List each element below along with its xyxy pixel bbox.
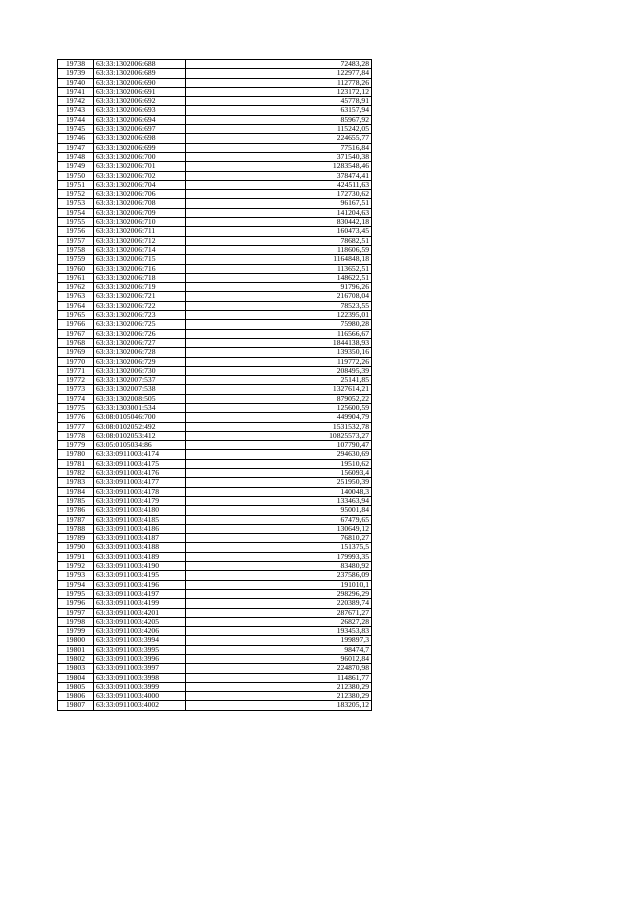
cadastral-number-cell: 63:33:0911003:4196 — [94, 580, 186, 589]
row-number-cell: 19741 — [58, 87, 94, 96]
cadastral-number-cell: 63:33:0911003:4002 — [94, 701, 186, 710]
table-row — [58, 673, 372, 682]
value-cell: 160473,45 — [186, 227, 372, 236]
table-row — [58, 292, 372, 301]
value-cell: 140048,3 — [186, 487, 372, 496]
cadastral-number-cell: 63:33:1302006:722 — [94, 301, 186, 310]
cadastral-number-cell: 63:33:0911003:3999 — [94, 682, 186, 691]
value-cell: 449904,79 — [186, 413, 372, 422]
row-number-cell: 19758 — [58, 245, 94, 254]
table-row — [58, 701, 372, 710]
value-cell: 830442,18 — [186, 218, 372, 227]
table-row — [58, 459, 372, 468]
cadastral-number-cell: 63:33:1302006:726 — [94, 329, 186, 338]
value-cell: 224655,77 — [186, 134, 372, 143]
table-row — [58, 180, 372, 189]
table-row — [58, 552, 372, 561]
row-number-cell: 19753 — [58, 199, 94, 208]
cadastral-number-cell: 63:33:0911003:4195 — [94, 571, 186, 580]
value-cell: 19510,62 — [186, 459, 372, 468]
cadastral-number-cell: 63:33:1302006:711 — [94, 227, 186, 236]
row-number-cell: 19790 — [58, 543, 94, 552]
cadastral-number-cell: 63:33:0911003:3996 — [94, 655, 186, 664]
row-number-cell: 19754 — [58, 208, 94, 217]
table-row — [58, 125, 372, 134]
cadastral-number-cell: 63:08:0102053:412 — [94, 431, 186, 440]
table-body — [58, 60, 372, 711]
cadastral-number-cell: 63:33:1302006:699 — [94, 143, 186, 152]
table-row — [58, 162, 372, 171]
cadastral-number-cell: 63:33:0911003:4177 — [94, 478, 186, 487]
row-number-cell: 19748 — [58, 152, 94, 161]
cadastral-number-cell: 63:33:1302006:729 — [94, 357, 186, 366]
cadastral-number-cell: 63:33:1302006:715 — [94, 255, 186, 264]
table-row — [58, 218, 372, 227]
row-number-cell: 19756 — [58, 227, 94, 236]
cadastral-number-cell: 63:33:0911003:3997 — [94, 664, 186, 673]
table-row — [58, 441, 372, 450]
value-cell: 119772,26 — [186, 357, 372, 366]
row-number-cell: 19792 — [58, 562, 94, 571]
row-number-cell: 19768 — [58, 338, 94, 347]
cadastral-number-cell: 63:33:1302007:537 — [94, 376, 186, 385]
cadastral-number-cell: 63:33:1302006:727 — [94, 338, 186, 347]
value-cell: 139350,16 — [186, 348, 372, 357]
value-cell: 294630,69 — [186, 450, 372, 459]
row-number-cell: 19755 — [58, 218, 94, 227]
row-number-cell: 19760 — [58, 264, 94, 273]
value-cell: 371540,38 — [186, 152, 372, 161]
cadastral-number-cell: 63:33:1302006:723 — [94, 311, 186, 320]
cadastral-number-cell: 63:33:1302006:693 — [94, 106, 186, 115]
cadastral-number-cell: 63:33:0911003:4178 — [94, 487, 186, 496]
table-row — [58, 87, 372, 96]
row-number-cell: 19767 — [58, 329, 94, 338]
cadastral-number-cell: 63:33:1302006:730 — [94, 366, 186, 375]
value-cell: 172730,62 — [186, 190, 372, 199]
row-number-cell: 19802 — [58, 655, 94, 664]
table-row — [58, 543, 372, 552]
row-number-cell: 19752 — [58, 190, 94, 199]
value-cell: 113652,51 — [186, 264, 372, 273]
table-row — [58, 283, 372, 292]
cadastral-number-cell: 63:33:1302006:714 — [94, 245, 186, 254]
row-number-cell: 19773 — [58, 385, 94, 394]
cadastral-number-cell: 63:33:1302006:708 — [94, 199, 186, 208]
table-row — [58, 487, 372, 496]
cadastral-number-cell: 63:33:1302006:690 — [94, 78, 186, 87]
row-number-cell: 19779 — [58, 441, 94, 450]
cadastral-number-cell: 63:33:1302006:688 — [94, 60, 186, 69]
cadastral-number-cell: 63:08:0102052:492 — [94, 422, 186, 431]
value-cell: 98474,7 — [186, 645, 372, 654]
row-number-cell: 19788 — [58, 524, 94, 533]
cadastral-number-cell: 63:33:1302006:716 — [94, 264, 186, 273]
cadastral-number-cell: 63:33:1302006:692 — [94, 97, 186, 106]
cadastral-number-cell: 63:33:0911003:4187 — [94, 534, 186, 543]
cadastral-number-cell: 63:33:1302006:691 — [94, 87, 186, 96]
row-number-cell: 19746 — [58, 134, 94, 143]
value-cell: 237586,09 — [186, 571, 372, 580]
value-cell: 1164848,18 — [186, 255, 372, 264]
value-cell: 130649,12 — [186, 524, 372, 533]
value-cell: 1531532,78 — [186, 422, 372, 431]
table-row — [58, 478, 372, 487]
row-number-cell: 19799 — [58, 627, 94, 636]
table-row — [58, 617, 372, 626]
cadastral-number-cell: 63:33:0911003:4190 — [94, 562, 186, 571]
cadastral-number-cell: 63:33:1302006:718 — [94, 273, 186, 282]
cadastral-number-cell: 63:33:1302006:697 — [94, 125, 186, 134]
cadastral-number-cell: 63:33:0911003:4201 — [94, 608, 186, 617]
data-table — [57, 59, 372, 711]
row-number-cell: 19795 — [58, 589, 94, 598]
table-row — [58, 69, 372, 78]
row-number-cell: 19796 — [58, 599, 94, 608]
table-row — [58, 608, 372, 617]
table-row — [58, 682, 372, 691]
value-cell: 26827,28 — [186, 617, 372, 626]
row-number-cell: 19766 — [58, 320, 94, 329]
row-number-cell: 19761 — [58, 273, 94, 282]
cadastral-number-cell: 63:33:1302006:719 — [94, 283, 186, 292]
row-number-cell: 19740 — [58, 78, 94, 87]
cadastral-number-cell: 63:33:1302006:704 — [94, 180, 186, 189]
row-number-cell: 19744 — [58, 115, 94, 124]
value-cell: 96167,51 — [186, 199, 372, 208]
cadastral-number-cell: 63:33:1302008:505 — [94, 394, 186, 403]
cadastral-number-cell: 63:33:0911003:4185 — [94, 515, 186, 524]
value-cell: 1844138,93 — [186, 338, 372, 347]
value-cell: 212380,29 — [186, 692, 372, 701]
row-number-cell: 19745 — [58, 125, 94, 134]
value-cell: 96012,84 — [186, 655, 372, 664]
table-row — [58, 143, 372, 152]
value-cell: 107790,47 — [186, 441, 372, 450]
value-cell: 45778,91 — [186, 97, 372, 106]
value-cell: 1283548,46 — [186, 162, 372, 171]
value-cell: 91796,26 — [186, 283, 372, 292]
table-row — [58, 636, 372, 645]
cadastral-number-cell: 63:33:1302006:701 — [94, 162, 186, 171]
cadastral-number-cell: 63:33:1302006:706 — [94, 190, 186, 199]
table-row — [58, 106, 372, 115]
value-cell: 125600,59 — [186, 403, 372, 412]
row-number-cell: 19750 — [58, 171, 94, 180]
row-number-cell: 19784 — [58, 487, 94, 496]
row-number-cell: 19798 — [58, 617, 94, 626]
value-cell: 78682,51 — [186, 236, 372, 245]
row-number-cell: 19776 — [58, 413, 94, 422]
row-number-cell: 19786 — [58, 506, 94, 515]
value-cell: 114861,77 — [186, 673, 372, 682]
row-number-cell: 19793 — [58, 571, 94, 580]
row-number-cell: 19797 — [58, 608, 94, 617]
table-row — [58, 627, 372, 636]
row-number-cell: 19763 — [58, 292, 94, 301]
row-number-cell: 19778 — [58, 431, 94, 440]
row-number-cell: 19805 — [58, 682, 94, 691]
table-row — [58, 515, 372, 524]
value-cell: 112778,26 — [186, 78, 372, 87]
value-cell: 251950,39 — [186, 478, 372, 487]
row-number-cell: 19783 — [58, 478, 94, 487]
value-cell: 85967,92 — [186, 115, 372, 124]
row-number-cell: 19791 — [58, 552, 94, 561]
row-number-cell: 19749 — [58, 162, 94, 171]
value-cell: 122395,01 — [186, 311, 372, 320]
value-cell: 72483,28 — [186, 60, 372, 69]
table-row — [58, 413, 372, 422]
row-number-cell: 19782 — [58, 469, 94, 478]
table-row — [58, 571, 372, 580]
cadastral-number-cell: 63:33:0911003:3998 — [94, 673, 186, 682]
table-row — [58, 431, 372, 440]
row-number-cell: 19743 — [58, 106, 94, 115]
cadastral-number-cell: 63:33:1302006:698 — [94, 134, 186, 143]
value-cell: 141204,63 — [186, 208, 372, 217]
cadastral-number-cell: 63:33:0911003:4176 — [94, 469, 186, 478]
value-cell: 95001,84 — [186, 506, 372, 515]
cadastral-number-cell: 63:33:1302006:721 — [94, 292, 186, 301]
table-row — [58, 385, 372, 394]
value-cell: 220389,74 — [186, 599, 372, 608]
table-row — [58, 301, 372, 310]
table-row — [58, 645, 372, 654]
table-row — [58, 227, 372, 236]
row-number-cell: 19771 — [58, 366, 94, 375]
cadastral-number-cell: 63:33:0911003:3995 — [94, 645, 186, 654]
row-number-cell: 19751 — [58, 180, 94, 189]
value-cell: 123172,12 — [186, 87, 372, 96]
row-number-cell: 19806 — [58, 692, 94, 701]
row-number-cell: 19762 — [58, 283, 94, 292]
table-row — [58, 97, 372, 106]
cadastral-number-cell: 63:33:0911003:4206 — [94, 627, 186, 636]
row-number-cell: 19794 — [58, 580, 94, 589]
cadastral-number-cell: 63:33:1302006:710 — [94, 218, 186, 227]
table-row — [58, 655, 372, 664]
cadastral-number-cell: 63:33:0911003:4174 — [94, 450, 186, 459]
table-row — [58, 357, 372, 366]
value-cell: 224870,98 — [186, 664, 372, 673]
table-row — [58, 403, 372, 412]
table-row — [58, 245, 372, 254]
value-cell: 122977,84 — [186, 69, 372, 78]
value-cell: 25141,85 — [186, 376, 372, 385]
table-row — [58, 320, 372, 329]
table-row — [58, 190, 372, 199]
value-cell: 1327614,21 — [186, 385, 372, 394]
cadastral-number-cell: 63:33:1302006:694 — [94, 115, 186, 124]
cadastral-number-cell: 63:08:0105046:700 — [94, 413, 186, 422]
table-row — [58, 311, 372, 320]
table-row — [58, 208, 372, 217]
table-row — [58, 524, 372, 533]
table-row — [58, 273, 372, 282]
table-row — [58, 236, 372, 245]
row-number-cell: 19780 — [58, 450, 94, 459]
row-number-cell: 19747 — [58, 143, 94, 152]
cadastral-number-cell: 63:33:1302007:538 — [94, 385, 186, 394]
row-number-cell: 19757 — [58, 236, 94, 245]
value-cell: 298296,29 — [186, 589, 372, 598]
value-cell: 199897,3 — [186, 636, 372, 645]
cadastral-number-cell: 63:33:0911003:4180 — [94, 506, 186, 515]
row-number-cell: 19781 — [58, 459, 94, 468]
table-row — [58, 255, 372, 264]
value-cell: 67479,65 — [186, 515, 372, 524]
value-cell: 133463,94 — [186, 496, 372, 505]
value-cell: 116566,67 — [186, 329, 372, 338]
value-cell: 193453,83 — [186, 627, 372, 636]
cadastral-number-cell: 63:33:1303001:534 — [94, 403, 186, 412]
table-row — [58, 152, 372, 161]
row-number-cell: 19770 — [58, 357, 94, 366]
table-row — [58, 422, 372, 431]
row-number-cell: 19739 — [58, 69, 94, 78]
cadastral-number-cell: 63:33:0911003:4179 — [94, 496, 186, 505]
row-number-cell: 19765 — [58, 311, 94, 320]
cadastral-number-cell: 63:33:1302006:700 — [94, 152, 186, 161]
table-row — [58, 394, 372, 403]
value-cell: 118606,59 — [186, 245, 372, 254]
cadastral-number-cell: 63:33:0911003:4175 — [94, 459, 186, 468]
value-cell: 424511,63 — [186, 180, 372, 189]
cadastral-number-cell: 63:33:1302006:725 — [94, 320, 186, 329]
table-row — [58, 599, 372, 608]
value-cell: 83480,92 — [186, 562, 372, 571]
cadastral-number-cell: 63:33:0911003:4199 — [94, 599, 186, 608]
row-number-cell: 19789 — [58, 534, 94, 543]
row-number-cell: 19769 — [58, 348, 94, 357]
table-row — [58, 534, 372, 543]
cadastral-number-cell: 63:33:0911003:4189 — [94, 552, 186, 561]
row-number-cell: 19787 — [58, 515, 94, 524]
value-cell: 78523,55 — [186, 301, 372, 310]
row-number-cell: 19764 — [58, 301, 94, 310]
cadastral-number-cell: 63:33:1302006:728 — [94, 348, 186, 357]
cadastral-number-cell: 63:33:0911003:4186 — [94, 524, 186, 533]
cadastral-number-cell: 63:33:1302006:712 — [94, 236, 186, 245]
row-number-cell: 19772 — [58, 376, 94, 385]
row-number-cell: 19785 — [58, 496, 94, 505]
value-cell: 75980,28 — [186, 320, 372, 329]
table-row — [58, 580, 372, 589]
value-cell: 10825573,27 — [186, 431, 372, 440]
value-cell: 63157,94 — [186, 106, 372, 115]
table-row — [58, 78, 372, 87]
value-cell: 378474,41 — [186, 171, 372, 180]
value-cell: 208495,39 — [186, 366, 372, 375]
value-cell: 115242,05 — [186, 125, 372, 134]
row-number-cell: 19801 — [58, 645, 94, 654]
cadastral-number-cell: 63:33:0911003:3994 — [94, 636, 186, 645]
table-row — [58, 115, 372, 124]
table-row — [58, 264, 372, 273]
table-row — [58, 134, 372, 143]
cadastral-number-cell: 63:33:1302006:702 — [94, 171, 186, 180]
table-row — [58, 506, 372, 515]
value-cell: 879052,22 — [186, 394, 372, 403]
cadastral-number-cell: 63:33:0911003:4188 — [94, 543, 186, 552]
row-number-cell: 19742 — [58, 97, 94, 106]
cadastral-number-cell: 63:33:0911003:4197 — [94, 589, 186, 598]
value-cell: 183205,12 — [186, 701, 372, 710]
value-cell: 216708,04 — [186, 292, 372, 301]
table-row — [58, 469, 372, 478]
value-cell: 212380,29 — [186, 682, 372, 691]
table-row — [58, 496, 372, 505]
table-row — [58, 376, 372, 385]
value-cell: 148622,51 — [186, 273, 372, 282]
table-row — [58, 562, 372, 571]
cadastral-number-cell: 63:33:1302006:689 — [94, 69, 186, 78]
table-row — [58, 366, 372, 375]
row-number-cell: 19803 — [58, 664, 94, 673]
value-cell: 151375,5 — [186, 543, 372, 552]
cadastral-number-cell: 63:33:0911003:4205 — [94, 617, 186, 626]
row-number-cell: 19775 — [58, 403, 94, 412]
row-number-cell: 19759 — [58, 255, 94, 264]
table-row — [58, 199, 372, 208]
table-row — [58, 589, 372, 598]
value-cell: 77516,84 — [186, 143, 372, 152]
row-number-cell: 19777 — [58, 422, 94, 431]
row-number-cell: 19804 — [58, 673, 94, 682]
row-number-cell: 19738 — [58, 60, 94, 69]
table-row — [58, 338, 372, 347]
table-row — [58, 60, 372, 69]
table-row — [58, 348, 372, 357]
row-number-cell: 19800 — [58, 636, 94, 645]
table-row — [58, 664, 372, 673]
value-cell: 191010,1 — [186, 580, 372, 589]
row-number-cell: 19807 — [58, 701, 94, 710]
value-cell: 287671,27 — [186, 608, 372, 617]
value-cell: 76810,27 — [186, 534, 372, 543]
row-number-cell: 19774 — [58, 394, 94, 403]
table-row — [58, 450, 372, 459]
table-row — [58, 329, 372, 338]
table-row — [58, 692, 372, 701]
table-row — [58, 171, 372, 180]
value-cell: 179993,35 — [186, 552, 372, 561]
value-cell: 156093,4 — [186, 469, 372, 478]
cadastral-number-cell: 63:05:0105034:86 — [94, 441, 186, 450]
cadastral-number-cell: 63:33:0911003:4000 — [94, 692, 186, 701]
cadastral-number-cell: 63:33:1302006:709 — [94, 208, 186, 217]
